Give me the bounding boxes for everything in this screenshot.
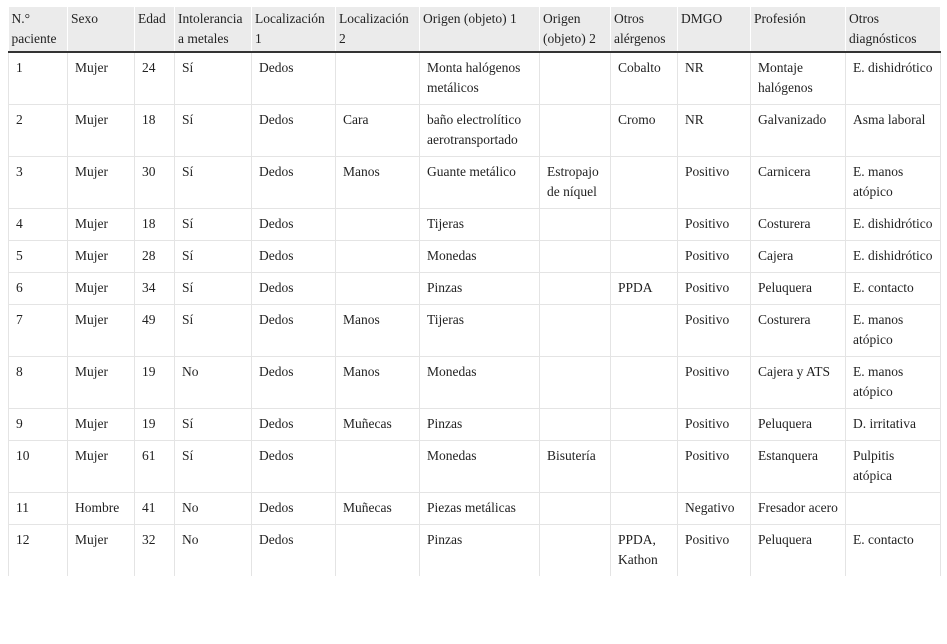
cell-profession: Carnicera — [751, 157, 846, 209]
cell-location-1: Dedos — [252, 241, 336, 273]
cell-origin-object-1: Monta halógenos metálicos — [420, 52, 540, 105]
cell-location-2 — [336, 525, 420, 577]
cell-age: 19 — [135, 357, 175, 409]
cell-other-diagnoses: E. manos atópico — [846, 357, 941, 409]
cell-origin-object-2 — [540, 525, 611, 577]
cell-location-2: Cara — [336, 105, 420, 157]
cell-metal-intolerance: No — [175, 525, 252, 577]
cell-profession: Cajera y ATS — [751, 357, 846, 409]
cell-other-diagnoses: E. contacto — [846, 273, 941, 305]
cell-profession: Cajera — [751, 241, 846, 273]
header-metal-intolerance: Intolerancia a metales — [175, 7, 252, 52]
cell-other-allergens — [611, 493, 678, 525]
cell-sex: Hombre — [68, 493, 135, 525]
table-row — [9, 441, 941, 493]
cell-location-1: Dedos — [252, 409, 336, 441]
cell-origin-object-1: Tijeras — [420, 209, 540, 241]
table-row — [9, 241, 941, 273]
cell-age: 28 — [135, 241, 175, 273]
header-row — [9, 7, 941, 52]
cell-dmgo: NR — [678, 52, 751, 105]
cell-location-1: Dedos — [252, 441, 336, 493]
table-row — [9, 493, 941, 525]
cell-origin-object-2 — [540, 409, 611, 441]
cell-dmgo: Negativo — [678, 493, 751, 525]
cell-sex: Mujer — [68, 305, 135, 357]
cell-age: 41 — [135, 493, 175, 525]
cell-other-allergens: PPDA, Kathon — [611, 525, 678, 577]
cell-metal-intolerance: Sí — [175, 305, 252, 357]
table-row — [9, 52, 941, 105]
cell-location-1: Dedos — [252, 105, 336, 157]
cell-location-1: Dedos — [252, 357, 336, 409]
cell-metal-intolerance: Sí — [175, 52, 252, 105]
cell-location-2: Manos — [336, 157, 420, 209]
cell-age: 19 — [135, 409, 175, 441]
cell-origin-object-2 — [540, 241, 611, 273]
cell-profession: Costurera — [751, 305, 846, 357]
cell-patient-number: 7 — [9, 305, 68, 357]
cell-dmgo: Positivo — [678, 241, 751, 273]
cell-origin-object-2 — [540, 305, 611, 357]
cell-sex: Mujer — [68, 441, 135, 493]
cell-patient-number: 4 — [9, 209, 68, 241]
header-profession: Profesión — [751, 7, 846, 52]
cell-patient-number: 9 — [9, 409, 68, 441]
cell-location-2: Manos — [336, 357, 420, 409]
cell-sex: Mujer — [68, 241, 135, 273]
header-origin-object-2: Origen (objeto) 2 — [540, 7, 611, 52]
cell-patient-number: 11 — [9, 493, 68, 525]
cell-sex: Mujer — [68, 209, 135, 241]
cell-other-diagnoses: Asma laboral — [846, 105, 941, 157]
cell-location-2 — [336, 209, 420, 241]
cell-sex: Mujer — [68, 273, 135, 305]
cell-origin-object-1: Pinzas — [420, 409, 540, 441]
cell-patient-number: 8 — [9, 357, 68, 409]
header-other-allergens: Otros alérgenos — [611, 7, 678, 52]
cell-origin-object-2 — [540, 52, 611, 105]
table-header — [9, 7, 941, 52]
table-row — [9, 525, 941, 577]
cell-other-diagnoses: E. contacto — [846, 525, 941, 577]
cell-other-allergens — [611, 241, 678, 273]
cell-origin-object-1: Monedas — [420, 441, 540, 493]
cell-profession: Peluquera — [751, 409, 846, 441]
cell-metal-intolerance: Sí — [175, 157, 252, 209]
cell-origin-object-1: Pinzas — [420, 273, 540, 305]
cell-profession: Estanquera — [751, 441, 846, 493]
cell-metal-intolerance: No — [175, 357, 252, 409]
cell-origin-object-2 — [540, 273, 611, 305]
cell-origin-object-2: Bisutería — [540, 441, 611, 493]
cell-other-allergens — [611, 305, 678, 357]
cell-other-allergens — [611, 441, 678, 493]
header-sex: Sexo — [68, 7, 135, 52]
cell-age: 18 — [135, 209, 175, 241]
cell-age: 30 — [135, 157, 175, 209]
cell-location-1: Dedos — [252, 157, 336, 209]
cell-dmgo: Positivo — [678, 305, 751, 357]
cell-other-diagnoses: Pulpitis atópica — [846, 441, 941, 493]
cell-dmgo: Positivo — [678, 209, 751, 241]
cell-profession: Montaje halógenos — [751, 52, 846, 105]
cell-metal-intolerance: Sí — [175, 409, 252, 441]
table-row — [9, 209, 941, 241]
cell-other-allergens — [611, 209, 678, 241]
cell-origin-object-2 — [540, 209, 611, 241]
cell-profession: Costurera — [751, 209, 846, 241]
cell-age: 32 — [135, 525, 175, 577]
cell-dmgo: Positivo — [678, 273, 751, 305]
cell-age: 61 — [135, 441, 175, 493]
cell-age: 49 — [135, 305, 175, 357]
header-other-diagnoses: Otros diagnósticos — [846, 7, 941, 52]
cell-other-allergens: Cromo — [611, 105, 678, 157]
cell-sex: Mujer — [68, 525, 135, 577]
cell-metal-intolerance: Sí — [175, 241, 252, 273]
cell-origin-object-2 — [540, 105, 611, 157]
header-dmgo: DMGO — [678, 7, 751, 52]
cell-profession: Peluquera — [751, 525, 846, 577]
cell-age: 34 — [135, 273, 175, 305]
cell-metal-intolerance: No — [175, 493, 252, 525]
cell-origin-object-1: Monedas — [420, 241, 540, 273]
header-location-1: Localización 1 — [252, 7, 336, 52]
cell-location-1: Dedos — [252, 209, 336, 241]
cell-origin-object-1: Pinzas — [420, 525, 540, 577]
cell-location-1: Dedos — [252, 305, 336, 357]
cell-origin-object-2 — [540, 493, 611, 525]
table-row — [9, 409, 941, 441]
cell-location-1: Dedos — [252, 525, 336, 577]
cell-sex: Mujer — [68, 409, 135, 441]
cell-other-allergens: PPDA — [611, 273, 678, 305]
cell-patient-number: 5 — [9, 241, 68, 273]
cell-other-diagnoses: E. dishidrótico — [846, 209, 941, 241]
header-age: Edad — [135, 7, 175, 52]
cell-origin-object-2 — [540, 357, 611, 409]
patients-table — [8, 7, 941, 576]
cell-location-2 — [336, 441, 420, 493]
cell-origin-object-1: baño electrolítico aerotransportado — [420, 105, 540, 157]
table-row — [9, 105, 941, 157]
table-row — [9, 357, 941, 409]
table-body — [9, 52, 941, 576]
header-patient-number: N.° paciente — [9, 7, 68, 52]
cell-other-diagnoses: D. irritativa — [846, 409, 941, 441]
cell-patient-number: 12 — [9, 525, 68, 577]
cell-dmgo: Positivo — [678, 441, 751, 493]
cell-metal-intolerance: Sí — [175, 105, 252, 157]
table-row — [9, 305, 941, 357]
cell-dmgo: Positivo — [678, 357, 751, 409]
cell-location-2 — [336, 273, 420, 305]
cell-other-diagnoses: E. dishidrótico — [846, 52, 941, 105]
cell-dmgo: Positivo — [678, 525, 751, 577]
cell-location-2: Manos — [336, 305, 420, 357]
table-row — [9, 273, 941, 305]
table-row — [9, 157, 941, 209]
cell-age: 24 — [135, 52, 175, 105]
cell-other-diagnoses: E. manos atópico — [846, 157, 941, 209]
cell-location-2: Muñecas — [336, 409, 420, 441]
cell-patient-number: 2 — [9, 105, 68, 157]
cell-dmgo: Positivo — [678, 157, 751, 209]
cell-profession: Peluquera — [751, 273, 846, 305]
cell-patient-number: 1 — [9, 52, 68, 105]
cell-origin-object-1: Monedas — [420, 357, 540, 409]
cell-origin-object-2: Estropajo de níquel — [540, 157, 611, 209]
cell-profession: Galvanizado — [751, 105, 846, 157]
cell-patient-number: 10 — [9, 441, 68, 493]
cell-other-allergens: Cobalto — [611, 52, 678, 105]
cell-dmgo: NR — [678, 105, 751, 157]
header-origin-object-1: Origen (objeto) 1 — [420, 7, 540, 52]
cell-metal-intolerance: Sí — [175, 441, 252, 493]
cell-other-diagnoses: E. manos atópico — [846, 305, 941, 357]
cell-location-2: Muñecas — [336, 493, 420, 525]
cell-sex: Mujer — [68, 157, 135, 209]
patients-table-container — [8, 7, 940, 576]
cell-sex: Mujer — [68, 357, 135, 409]
cell-origin-object-1: Piezas metálicas — [420, 493, 540, 525]
cell-location-2 — [336, 241, 420, 273]
cell-age: 18 — [135, 105, 175, 157]
cell-sex: Mujer — [68, 105, 135, 157]
cell-profession: Fresador acero — [751, 493, 846, 525]
header-location-2: Localización 2 — [336, 7, 420, 52]
cell-other-diagnoses: E. dishidrótico — [846, 241, 941, 273]
cell-metal-intolerance: Sí — [175, 273, 252, 305]
cell-other-allergens — [611, 157, 678, 209]
cell-location-1: Dedos — [252, 273, 336, 305]
cell-location-1: Dedos — [252, 493, 336, 525]
cell-patient-number: 6 — [9, 273, 68, 305]
cell-other-allergens — [611, 409, 678, 441]
cell-origin-object-1: Guante metálico — [420, 157, 540, 209]
cell-location-1: Dedos — [252, 52, 336, 105]
cell-metal-intolerance: Sí — [175, 209, 252, 241]
cell-patient-number: 3 — [9, 157, 68, 209]
cell-dmgo: Positivo — [678, 409, 751, 441]
cell-other-allergens — [611, 357, 678, 409]
cell-other-diagnoses — [846, 493, 941, 525]
cell-sex: Mujer — [68, 52, 135, 105]
cell-origin-object-1: Tijeras — [420, 305, 540, 357]
cell-location-2 — [336, 52, 420, 105]
